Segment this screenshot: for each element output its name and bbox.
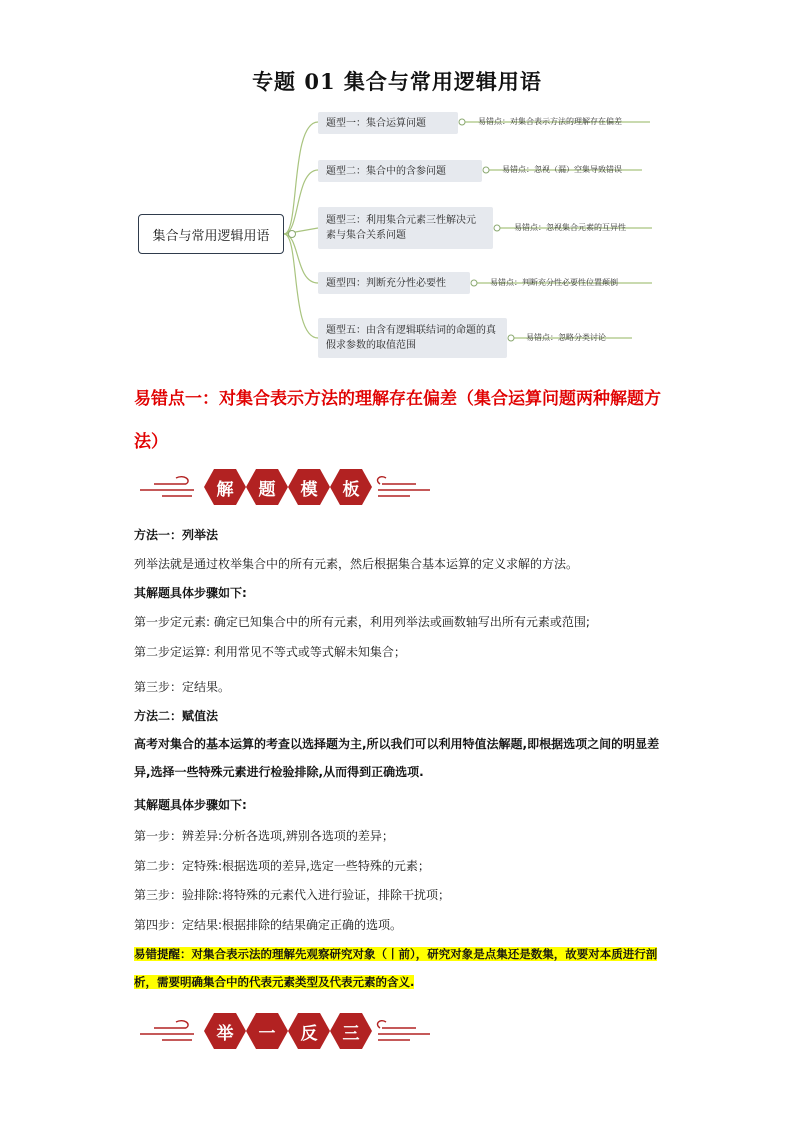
knob-icon-4 — [471, 280, 477, 286]
connector-1 — [284, 122, 318, 234]
banner-char: 解 — [216, 479, 234, 500]
mindmap-branch-4: 题型四：判断充分性必要性 — [318, 272, 470, 294]
tip-text: 易错提醒：对集合表示法的理解先观察研究对象（丨前），研究对象是点集还是数集，故要对本质进行剖析，需要明确集合中的代表元素类型及代表元素的含义. — [134, 947, 658, 989]
knob-icon-3 — [494, 225, 500, 231]
method-2-title: 方法二：赋值法 — [134, 709, 219, 723]
method-2-step-2: 第二步：定特殊:根据选项的差异,选定一些特殊的元素； — [134, 859, 430, 873]
method-2-step-4: 第四步：定结果:根据排除的结果确定正确的选项。 — [134, 918, 403, 932]
connector-5 — [284, 234, 318, 338]
mindmap-branch-5: 题型五：由含有逻辑联结词的命题的真假求参数的取值范围 — [318, 318, 507, 358]
method-1-desc: 列举法就是通过枚举集合中的所有元素，然后根据集合基本运算的定义求解的方法。 — [134, 557, 579, 571]
page-title: 专题 01 集合与常用逻辑用语 — [252, 69, 542, 94]
banner-char: 题 — [258, 479, 276, 500]
method-1-title: 方法一：列举法 — [134, 528, 219, 542]
method-2-steps-title: 其解题具体步骤如下: — [134, 798, 247, 812]
mindmap-branch-1: 题型一：集合运算问题 — [318, 112, 458, 134]
mindmap-note-3: 易错点：忽视集合元素的互异性 — [514, 223, 626, 232]
banner-char: 反 — [300, 1023, 318, 1044]
mindmap-branch-3: 题型三：利用集合元素三性解决元素与集合关系问题 — [318, 207, 493, 249]
banner-char: 三 — [342, 1023, 360, 1044]
mindmap-root: 集合与常用逻辑用语 — [138, 214, 284, 254]
mindmap-note-2: 易错点：忽视（漏）空集导致错误 — [502, 165, 622, 174]
tip-block — [134, 940, 674, 996]
method-1-steps-title: 其解题具体步骤如下: — [134, 586, 247, 600]
mindmap-note-4: 易错点：判断充分性必要性位置颠倒 — [490, 278, 618, 287]
knob-icon-5 — [508, 335, 514, 341]
method-2-desc: 高考对集合的基本运算的考查以选择题为主,所以我们可以利用特值法解题,即根据选项之间的明显差异,选择一些特殊元素进行检验排除,从而得到正确选项. — [134, 737, 660, 779]
method-1-step-3: 第三步：定结果。 — [134, 680, 231, 694]
banner-char: 一 — [258, 1023, 276, 1044]
connector-4 — [284, 234, 318, 283]
banner-solution-template — [134, 464, 434, 512]
section-heading: 易错点一：对集合表示方法的理解存在偏差（集合运算问题两种解题方法） — [134, 389, 661, 452]
method-2-step-1: 第一步：辨差异:分析各选项,辨别各选项的差异； — [134, 829, 394, 843]
mindmap-note-5: 易错点：忽略分类讨论 — [526, 333, 606, 342]
root-knob-icon — [289, 231, 296, 238]
mindmap-note-1: 易错点：对集合表示方法的理解存在偏差 — [478, 117, 622, 126]
banner-char: 模 — [300, 479, 318, 500]
method-1-step-1: 第一步定元素: 确定已知集合中的所有元素，利用列举法或画数轴写出所有元素或范围; — [134, 615, 590, 629]
knob-icon-1 — [459, 119, 465, 125]
connector-2 — [284, 170, 318, 234]
banner-char: 举 — [216, 1023, 234, 1044]
mindmap-branch-2: 题型二：集合中的含参问题 — [318, 160, 482, 182]
method-1-step-2: 第二步定运算: 利用常见不等式或等式解未知集合； — [134, 645, 406, 659]
banner-practice — [134, 1008, 434, 1056]
mindmap-connectors — [0, 0, 794, 370]
knob-icon-2 — [483, 167, 489, 173]
banner-char: 板 — [342, 479, 360, 500]
method-2-step-3: 第三步：验排除:将特殊的元素代入进行验证，排除干扰项； — [134, 888, 451, 902]
